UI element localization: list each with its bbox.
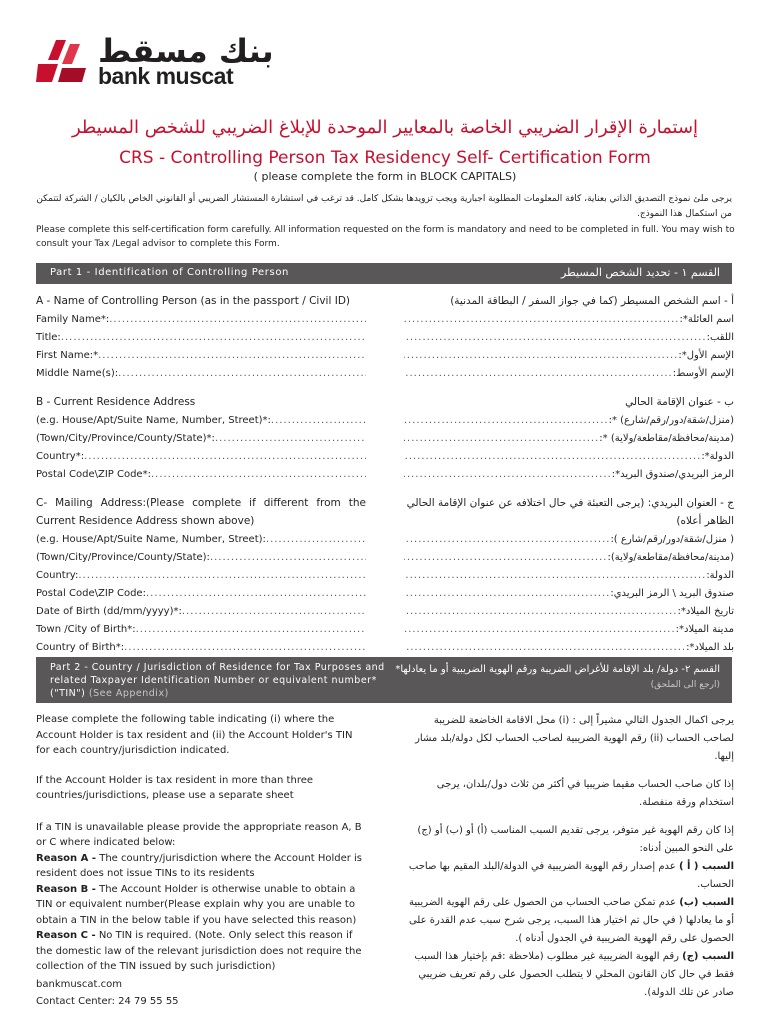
country-of-birth-field[interactable]: Country of Birth*: .....: [36, 639, 366, 657]
reason-c-arabic: السبب (ج) رقم الهوية الضريبية غير مطلوب (ملاحظة :قم بإختيار هذا السبب فقط في حال كان القانون المحلي لا يتطلب الحصول على رقم تعريف ضريبي صادر عن تلك الدولة).: [414, 951, 734, 998]
residence-country-field[interactable]: Country*: .....: [36, 448, 366, 466]
mailing-city-field[interactable]: (Town/City/Province/County/State): .....: [36, 549, 366, 567]
part2-title-english: Part 2 - Country / Jurisdiction of Residence for Tax Purposes and related Taxpayer Identification Number or equivalent number* ("TIN") (See Appendix): [50, 662, 385, 699]
part1-title-english: Part 1 - Identification of Controlling Person: [50, 267, 289, 278]
title-field-arabic[interactable]: اللقب: .....: [404, 329, 734, 347]
middle-name-field-arabic[interactable]: الإسم الأوسط: .....: [404, 365, 734, 383]
residence-street-field[interactable]: (e.g. House/Apt/Suite Name, Number, Street)*: .....: [36, 412, 366, 430]
section-c-heading-arabic: ج - العنوان البريدي: (يرجى التعبئة في حال اختلافه عن عنوان الإقامة الحالي الظاهر أعلاه): [406, 497, 734, 527]
family-name-field-arabic[interactable]: اسم العائلة*: .....: [404, 311, 734, 329]
residence-postal-field[interactable]: Postal Code\ZIP Code*: .....: [36, 466, 366, 484]
part2-text-arabic: [404, 712, 734, 1002]
section-a-arabic: [404, 292, 734, 383]
footer: [36, 976, 179, 1010]
part2-paragraph-2: If the Account Holder is tax resident in more than three countries/jurisdictions, please use a separate sheet: [36, 774, 314, 801]
part2-title-arabic: القسم ٢- دولة/ بلد الإقامة للأغراض الضريبة ورقم الهوية الضريبية أو ما يعادلها* (ارجع الى الملحق): [395, 664, 720, 690]
part1-title-arabic: القسم ١ - تحديد الشخص المسيطر: [560, 266, 720, 279]
logo-text-english: bank muscat: [98, 63, 234, 89]
appendix-note-arabic: (ارجع الى الملحق): [650, 680, 720, 690]
residence-city-field[interactable]: (Town/City/Province/County/State)*: .....: [36, 430, 366, 448]
mailing-country-field-arabic[interactable]: الدولة: .....: [404, 567, 734, 585]
mailing-country-field[interactable]: Country: .....: [36, 567, 366, 585]
section-a-heading-arabic: أ - اسم الشخص المسيطر (كما في جواز السفر / البطاقة المدنية): [450, 295, 734, 307]
family-name-field[interactable]: Family Name*: .....: [36, 311, 366, 329]
section-a-english: [36, 292, 366, 383]
reason-c-english: Reason C - No TIN is required. (Note. Only select this reason if the domestic law of the relevant jurisdiction does not require the collection of the TIN issued by such jurisdiction): [36, 930, 362, 972]
part2-text-english: [36, 712, 368, 975]
footer-contact: Contact Center: 24 79 55 55: [36, 996, 179, 1007]
appendix-note: (See Appendix): [88, 688, 169, 699]
middle-name-field[interactable]: Middle Name(s): .....: [36, 365, 366, 383]
mailing-postal-field-arabic[interactable]: صندوق البريد \ الرمز البريدي: .....: [404, 585, 734, 603]
part1-header-bar: [36, 263, 732, 284]
section-c-english: [36, 494, 366, 657]
intro-text-arabic: يرجى ملئ نموذج التصديق الذاتي بعناية، كافة المعلومات المطلوبة اجبارية ويجب تزويدها بشكل كامل. قد ترغب في استشارة المستشار الضريبي أو القانوني الخاص بالكيان / الشركة لتتمكن من استكمال هذا النموذج.: [36, 194, 732, 219]
part2-header-bar: [36, 657, 732, 703]
reason-a-arabic: السبب ( أ ) عدم إصدار رقم الهوية الضريبية في الدولة/البلد المقيم بها صاحب الحساب.: [408, 861, 734, 890]
country-of-birth-field-arabic[interactable]: بلد الميلاد*: .....: [404, 639, 734, 657]
section-b-arabic: [404, 393, 734, 484]
mailing-postal-field[interactable]: Postal Code\ZIP Code: .....: [36, 585, 366, 603]
part2-paragraph-3-arabic: إذا كان رقم الهوية غير متوفر، يرجى تقديم السبب المناسب (أ) أو (ب) أو (ج) على النحو المبين أدناه:: [417, 825, 734, 854]
footer-website-link[interactable]: bankmuscat.com: [36, 979, 122, 990]
form-title-arabic: إستمارة الإقرار الضريبي الخاصة بالمعايير الموحدة للإبلاغ الضريبي للشخص المسيطر: [71, 117, 699, 138]
section-a-heading: A - Name of Controlling Person (as in the passport / Civil ID): [36, 295, 350, 307]
reason-b-arabic: السبب (ب) عدم تمكن صاحب الحساب من الحصول على رقم الهوية الضريبية أو ما يعادلها ( في حال تم اختيار هذا السبب، يرجى شرح سبب عدم القدرة على الحصول على رقم الهوية الضريبية في الجدول أدناه ).: [408, 897, 734, 944]
residence-postal-field-arabic[interactable]: الرمز البريدي/صندوق البريد*: .....: [404, 466, 734, 484]
reason-a-english: Reason A - The country/jurisdiction where the Account Holder is resident does not issue TINs to its residents: [36, 852, 363, 879]
form-subtitle: ( please complete the form in BLOCK CAPITALS): [253, 170, 517, 183]
section-c-heading: C- Mailing Address:(Please complete if different from the Current Residence Address shown above): [36, 497, 366, 527]
section-b-heading: B - Current Residence Address: [36, 396, 196, 408]
logo-text-arabic: بنك مسقط: [98, 32, 274, 70]
mailing-street-field-arabic[interactable]: ( منزل/شقة/دور/رقم/شارع ): .....: [404, 531, 734, 549]
town-of-birth-field-arabic[interactable]: مدينة الميلاد*: .....: [404, 621, 734, 639]
part2-paragraph-2-arabic: إذا كان صاحب الحساب مقيما ضريبيا في أكثر من ثلاث دول/بلدان، يرجى استخدام ورقة منفصلة.: [436, 779, 734, 808]
mailing-street-field[interactable]: (e.g. House/Apt/Suite Name, Number, Street): .....: [36, 531, 366, 549]
residence-street-field-arabic[interactable]: (منزل/شقة/دور/رقم/شارع) *: .....: [404, 412, 734, 430]
part2-paragraph-3: If a TIN is unavailable please provide the appropriate reason A, B or C where indicated below:: [36, 821, 362, 848]
first-name-field[interactable]: First Name:* .....: [36, 347, 366, 365]
section-c-arabic: [404, 494, 734, 657]
mailing-city-field-arabic[interactable]: (مدينة/محافظة/مقاطعة/ولاية): .....: [404, 549, 734, 567]
town-of-birth-field[interactable]: Town /City of Birth*: .....: [36, 621, 366, 639]
intro-text-english: Please complete this self-certification form carefully. All information requested on the form is mandatory and need to be completed in full. You may wish to consult your Tax /Legal advisor to complete this Form.: [36, 225, 735, 249]
date-of-birth-field[interactable]: Date of Birth (dd/mm/yyyy)*: .....: [36, 603, 366, 621]
part2-paragraph-1-arabic: يرجى اكمال الجدول التالي مشيراً إلى : (i) محل الاقامة الخاضعة للضريبة لصاحب الحساب (ii) رقم الهوية الضريبية لصاحب الحساب لكل دولة/بلد مشار إليها.: [415, 715, 734, 762]
part2-paragraph-1: Please complete the following table indicating (i) where the Account Holder is tax resident and (ii) the Account Holder's TIN for each country/jurisdiction indicated.: [36, 714, 353, 756]
bank-muscat-logo-icon: [36, 38, 92, 86]
residence-city-field-arabic[interactable]: (مدينة/محافظة/مقاطعة/ولاية) *: .....: [404, 430, 734, 448]
reason-b-english: Reason B - The Account Holder is otherwise unable to obtain a TIN or equivalent number(Please explain why you are unable to obtain a TIN in the below table if you have selected this reason): [36, 883, 357, 926]
date-of-birth-field-arabic[interactable]: تاريخ الميلاد*: .....: [404, 603, 734, 621]
residence-country-field-arabic[interactable]: الدولة*: .....: [404, 448, 734, 466]
section-b-english: [36, 393, 366, 484]
form-title-english: CRS - Controlling Person Tax Residency Self- Certification Form: [119, 148, 651, 168]
title-field[interactable]: Title: .....: [36, 329, 366, 347]
section-b-heading-arabic: ب - عنوان الإقامة الحالي: [625, 396, 734, 408]
first-name-field-arabic[interactable]: الإسم الأول*: .....: [404, 347, 734, 365]
